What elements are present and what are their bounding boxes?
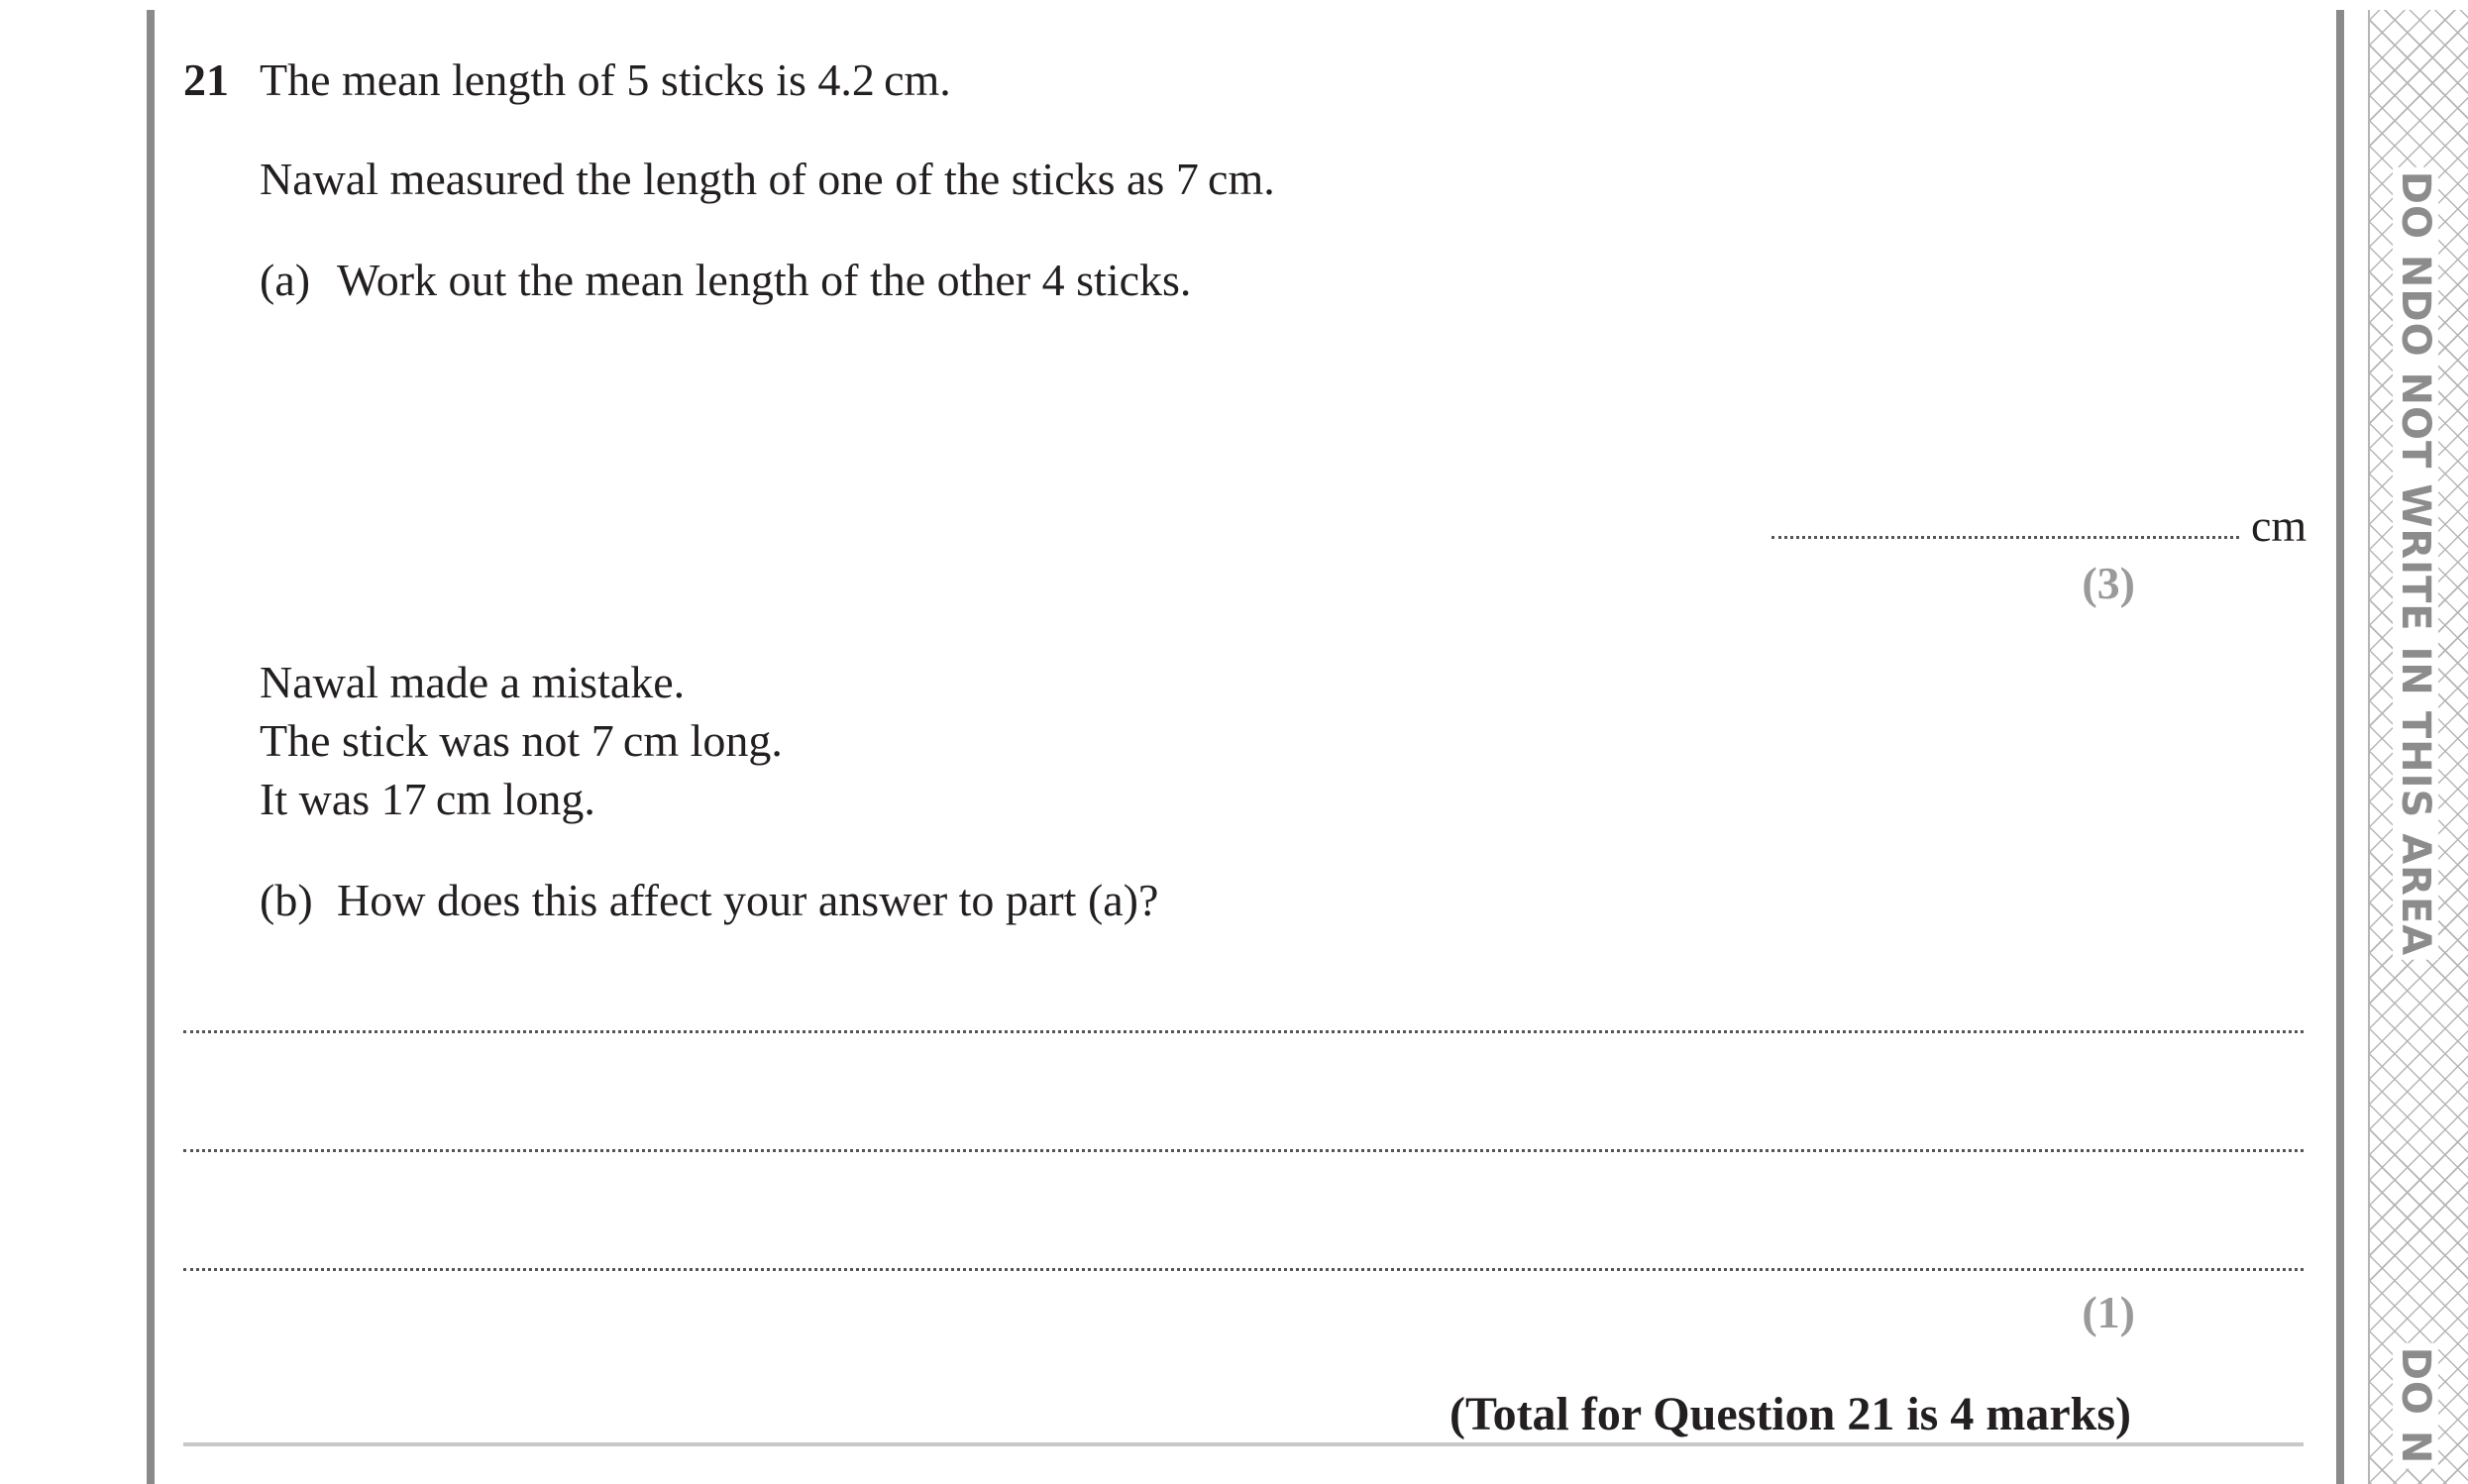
question-intro: The mean length of 5 sticks is 4.2 cm.	[260, 54, 951, 105]
bottom-rule	[183, 1442, 2304, 1446]
question-measurement: Nawal measured the length of one of the sticks as 7 cm.	[260, 154, 1275, 204]
part-a-label: (a)	[260, 255, 311, 305]
part-a-text: Work out the mean length of the other 4 sticks.	[337, 255, 1192, 305]
part-b-label: (b)	[260, 875, 313, 925]
part-a-marks: (3)	[2082, 558, 2135, 608]
mistake-line-3: It was 17 cm long.	[260, 774, 595, 824]
part-b-answer-line-3[interactable]	[183, 1268, 2304, 1271]
margin-fragment-bottom: DO N	[2393, 1343, 2438, 1469]
part-a-unit: cm	[2251, 500, 2307, 551]
left-margin-rule	[147, 10, 155, 1484]
part-b-text: How does this affect your answer to part (a)?	[337, 875, 1159, 925]
part-b-answer-line-2[interactable]	[183, 1149, 2304, 1152]
mistake-line-1: Nawal made a mistake.	[260, 657, 686, 707]
margin-fragment-top: DO N	[2393, 170, 2438, 289]
margin-main-text: DO NOT WRITE IN THIS AREA	[2393, 288, 2438, 957]
part-b-question	[260, 872, 1158, 929]
mistake-line-2: The stick was not 7 cm long.	[260, 715, 783, 766]
part-b-marks: (1)	[2082, 1287, 2135, 1337]
do-not-write-label	[2393, 167, 2438, 960]
part-b-answer-line-1[interactable]	[183, 1030, 2304, 1033]
part-a-question	[260, 252, 1191, 309]
right-margin-rule	[2336, 10, 2344, 1484]
question-number: 21	[183, 54, 229, 105]
question-total: (Total for Question 21 is 4 marks)	[1449, 1388, 2131, 1440]
part-a-answer-line[interactable]	[1771, 536, 2239, 539]
